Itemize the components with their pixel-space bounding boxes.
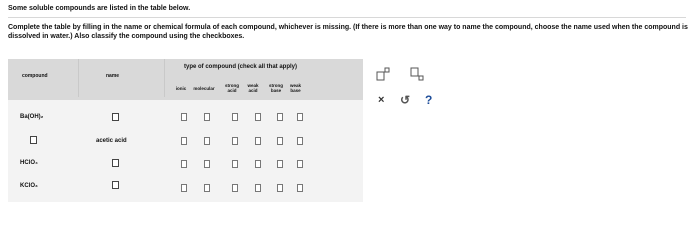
superscript-box-icon[interactable] [376,67,390,81]
compound-formula: HClO₄ [20,160,38,166]
weak-base-checkbox[interactable] [297,184,303,192]
undo-button[interactable]: ↺ [400,93,411,107]
name-input-box[interactable] [112,159,119,167]
strong-base-header: strong base [269,83,283,93]
compound-header: compound [22,73,48,79]
ionic-checkbox[interactable] [181,137,187,145]
weak-acid-checkbox[interactable] [255,184,261,192]
weak-base-header: weak base [289,83,301,93]
type-header: type of compound (check all that apply) [184,64,298,70]
strong-acid-checkbox[interactable] [232,113,238,121]
compound-name: acetic acid [96,138,127,144]
column-divider [78,59,79,97]
weak-acid-checkbox[interactable] [255,137,261,145]
strong-acid-checkbox[interactable] [232,160,238,168]
strong-base-checkbox[interactable] [277,137,283,145]
strong-acid-checkbox[interactable] [232,137,238,145]
molecular-checkbox[interactable] [204,160,210,168]
weak-base-checkbox[interactable] [297,137,303,145]
molecular-checkbox[interactable] [204,184,210,192]
help-button[interactable]: ? [425,93,433,107]
name-header: name [106,73,120,79]
clear-button[interactable]: × [378,94,385,106]
molecular-checkbox[interactable] [204,113,210,121]
strong-base-checkbox[interactable] [277,184,283,192]
ionic-checkbox[interactable] [181,184,187,192]
weak-acid-header: weak acid [247,83,259,93]
weak-base-checkbox[interactable] [297,160,303,168]
strong-base-checkbox[interactable] [277,160,283,168]
weak-acid-checkbox[interactable] [255,113,261,121]
compound-formula: Ba(OH)₂ [20,114,44,120]
strong-base-checkbox[interactable] [277,113,283,121]
ionic-checkbox[interactable] [181,113,187,121]
compound-formula: KClO₃ [20,183,38,189]
molecular-checkbox[interactable] [204,137,210,145]
strong-acid-checkbox[interactable] [232,184,238,192]
divider [8,17,686,18]
ionic-checkbox[interactable] [181,160,187,168]
name-input-box[interactable] [112,113,119,121]
molecular-header: molecular [193,86,215,91]
weak-base-checkbox[interactable] [297,113,303,121]
subscript-box-icon[interactable] [410,67,424,81]
instructions-text: Complete the table by filling in the name or chemical formula of each compound, whichever is missing. (If there is more than one way to name the compound, choose the name used when the compound is dissolved in water.) Also classify the compound using the checkboxes. [8,24,688,40]
name-input-box[interactable] [112,181,119,189]
weak-acid-checkbox[interactable] [255,160,261,168]
intro-text: Some soluble compounds are listed in the table below. [8,5,191,12]
column-divider [164,59,165,97]
strong-acid-header: strong acid [225,83,239,93]
ionic-header: ionic [175,86,187,91]
formula-input-box[interactable] [30,136,37,144]
